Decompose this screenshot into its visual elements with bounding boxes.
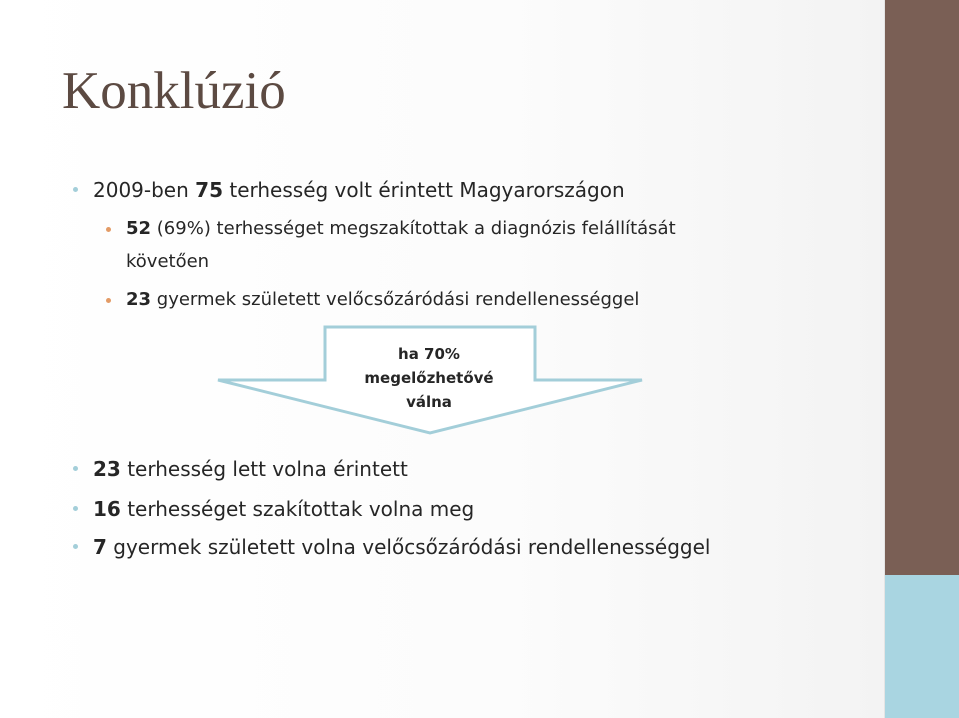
slide-title: Konklúzió bbox=[62, 62, 286, 120]
intro-suffix: terhesség volt érintett Magyarországon bbox=[223, 178, 625, 202]
sub-bullet-born bbox=[126, 284, 639, 316]
decorative-sidebar bbox=[884, 0, 959, 718]
sub-bullet-terminated bbox=[126, 213, 676, 245]
callout-line1: ha 70% bbox=[398, 345, 460, 363]
intro-prefix: 2009-ben bbox=[93, 178, 196, 202]
sidebar-band-bottom bbox=[884, 575, 959, 718]
would-terminate-text: terhességet szakítottak volna meg bbox=[120, 497, 475, 521]
bullet-dot-icon bbox=[73, 506, 78, 511]
sidebar-band-top bbox=[884, 0, 959, 575]
born-count: 23 bbox=[126, 289, 152, 310]
affected-text: terhesség lett volna érintett bbox=[120, 457, 408, 481]
outcome-bullet-born bbox=[93, 535, 710, 559]
terminated-count: 52 bbox=[126, 218, 152, 239]
would-terminate-count: 16 bbox=[93, 497, 121, 521]
affected-count: 23 bbox=[93, 457, 121, 481]
sub-bullet-terminated-continuation bbox=[126, 246, 209, 278]
callout-line2: megelőzhetővé bbox=[364, 369, 494, 387]
would-be-born-count: 7 bbox=[93, 535, 107, 559]
intro-count: 75 bbox=[195, 178, 223, 202]
callout-line3: válna bbox=[406, 393, 452, 411]
arrow-callout-text bbox=[344, 342, 514, 414]
terminated-text: (69%) terhességet megszakítottak a diagnózis felállítását bbox=[151, 218, 676, 239]
bullet-dot-icon bbox=[106, 298, 111, 303]
outcome-bullet-terminated bbox=[93, 497, 474, 521]
terminated-text-line2: követően bbox=[126, 251, 210, 272]
born-text: gyermek született velőcsőzáródási rendellenességgel bbox=[151, 289, 640, 310]
sidebar-edge bbox=[884, 0, 885, 718]
would-be-born-text: gyermek született volna velőcsőzáródási rendellenességgel bbox=[106, 535, 711, 559]
outcome-bullet-affected bbox=[93, 457, 408, 481]
bullet-dot-icon bbox=[73, 187, 78, 192]
bullet-dot-icon bbox=[73, 466, 78, 471]
bullet-dot-icon bbox=[73, 544, 78, 549]
intro-bullet bbox=[93, 178, 625, 202]
bullet-dot-icon bbox=[106, 227, 111, 232]
